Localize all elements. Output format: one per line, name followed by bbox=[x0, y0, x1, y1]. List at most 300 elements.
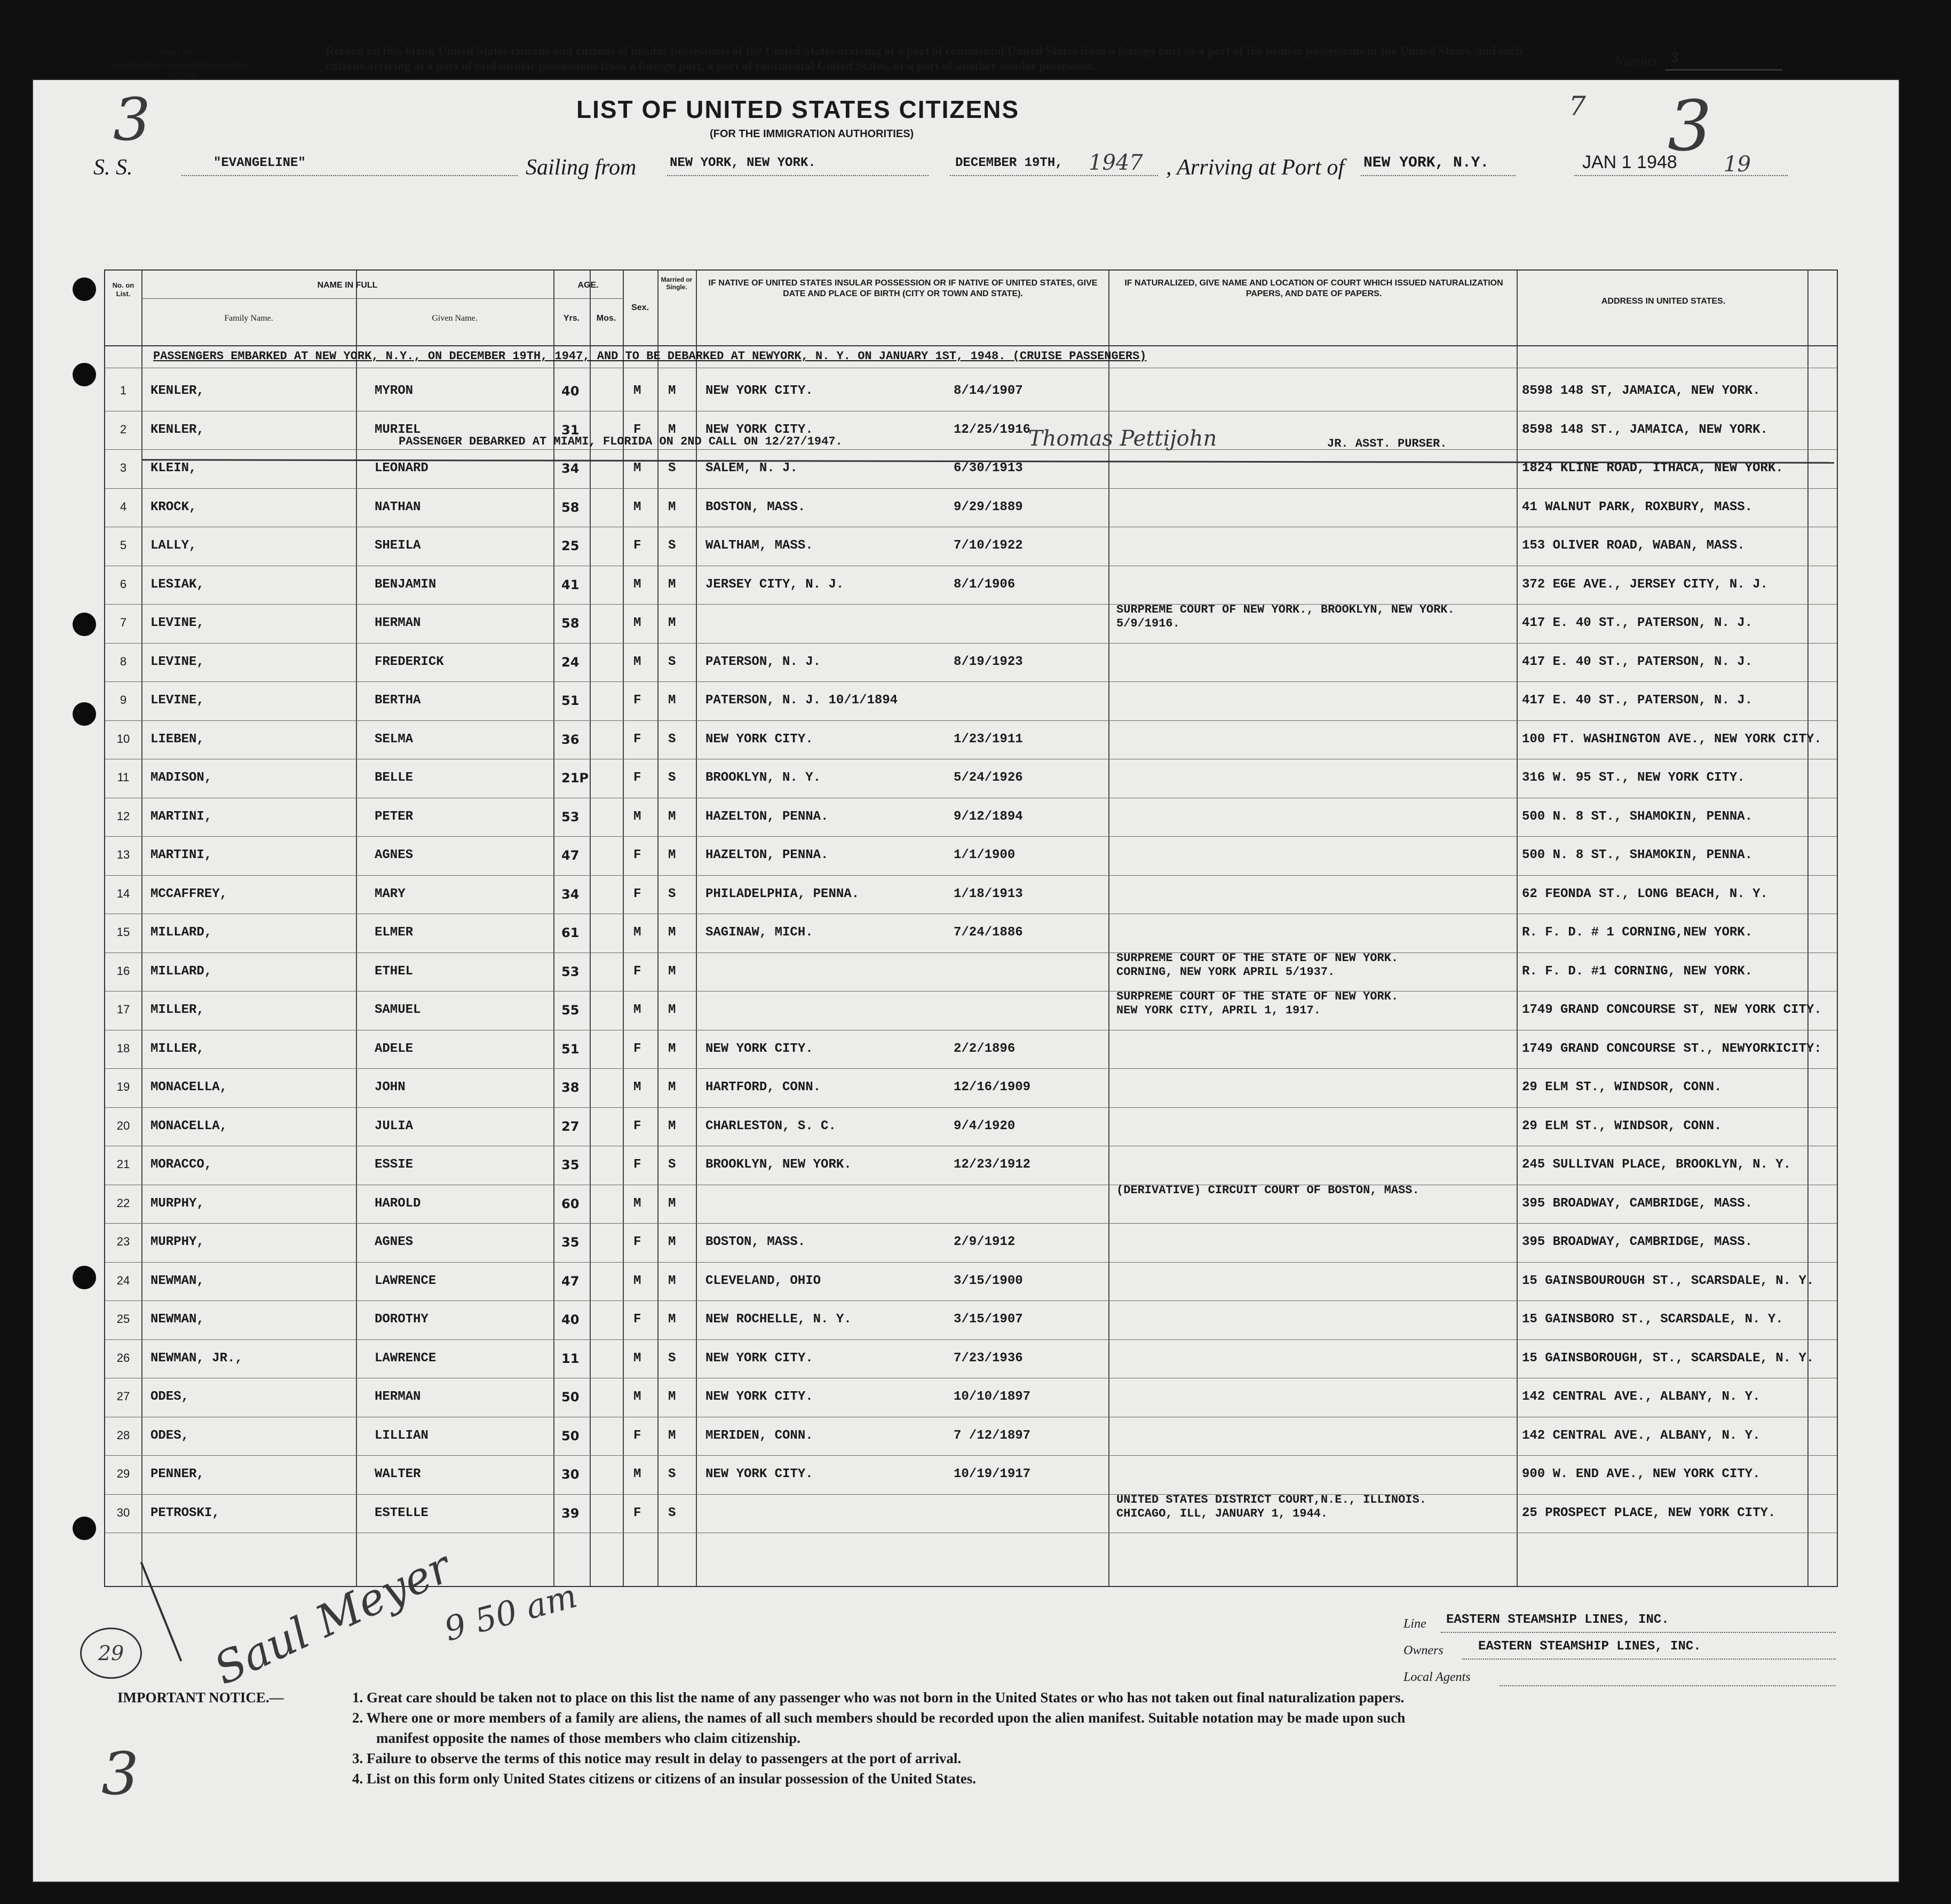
number-rule bbox=[1665, 69, 1782, 70]
inspection-time: 9 50 am bbox=[440, 1576, 581, 1649]
punch-hole bbox=[73, 363, 96, 386]
age-years: 34 bbox=[561, 461, 580, 476]
row-number: 12 bbox=[116, 809, 130, 823]
given-name: MYRON bbox=[375, 384, 414, 398]
given-name: JOHN bbox=[375, 1080, 406, 1094]
address: 15 GAINSBOUROUGH ST., SCARSDALE, N. Y. bbox=[1522, 1273, 1814, 1288]
punch-hole bbox=[73, 1517, 96, 1540]
address: 500 N. 8 ST., SHAMOKIN, PENNA. bbox=[1522, 809, 1753, 824]
given-name: MARY bbox=[375, 886, 406, 901]
birth-date: 9/12/1894 bbox=[954, 809, 1023, 824]
address: 62 FEONDA ST., LONG BEACH, N. Y. bbox=[1522, 886, 1768, 901]
address: 142 CENTRAL AVE., ALBANY, N. Y. bbox=[1522, 1390, 1760, 1404]
punch-hole bbox=[73, 277, 96, 301]
age-years: 47 bbox=[561, 848, 580, 863]
notice-item: 4. List on this form only United States citizens or citizens of an insular possession of the United States. bbox=[352, 1771, 977, 1787]
address: 15 GAINSBORO ST., SCARSDALE, N. Y. bbox=[1522, 1312, 1783, 1327]
address: 8598 148 ST, JAMAICA, NEW YORK. bbox=[1522, 384, 1760, 398]
agency-name: IMMIGRATION AND NATURALIZATION SERVICE bbox=[114, 62, 249, 78]
line-rule bbox=[1441, 1632, 1836, 1633]
age-years: 39 bbox=[561, 1505, 580, 1521]
page-subtitle: (FOR THE IMMIGRATION AUTHORITIES) bbox=[710, 128, 914, 140]
address: 29 ELM ST., WINDSOR, CONN. bbox=[1522, 1080, 1722, 1094]
marital-status: M bbox=[668, 577, 676, 592]
address: 142 CENTRAL AVE., ALBANY, N. Y. bbox=[1522, 1428, 1760, 1443]
row-rule bbox=[105, 836, 1837, 837]
age-years: 55 bbox=[561, 1003, 580, 1018]
birth-place: PATERSON, N. J. bbox=[705, 654, 821, 669]
sex: M bbox=[633, 1390, 641, 1404]
birth-place: JERSEY CITY, N. J. bbox=[705, 577, 844, 592]
address: 1824 KLINE ROAD, ITHACA, NEW YORK. bbox=[1522, 461, 1783, 475]
naturalization-date: NEW YORK CITY, APRIL 1, 1917. bbox=[1116, 1004, 1321, 1017]
birth-place: PATERSON, N. J. 10/1/1894 bbox=[705, 693, 898, 708]
sex: M bbox=[633, 925, 641, 940]
birth-place: NEW ROCHELLE, N. Y. bbox=[705, 1312, 852, 1327]
owners-rule bbox=[1462, 1659, 1836, 1660]
age-years: 40 bbox=[561, 384, 580, 399]
marital-status: S bbox=[668, 461, 676, 475]
family-name: ODES, bbox=[150, 1390, 189, 1404]
marital-status: M bbox=[668, 848, 676, 862]
family-name: LALLY, bbox=[150, 538, 197, 553]
row-rule bbox=[105, 1107, 1837, 1108]
family-name: ODES, bbox=[150, 1428, 189, 1443]
row-number: 30 bbox=[116, 1505, 130, 1519]
notice-item: 1. Great care should be taken not to place on this list the name of any passenger who was not born in the United States or who has not taken out final naturalization papers. bbox=[352, 1689, 1405, 1705]
column-sex: Sex. bbox=[631, 303, 649, 312]
sex: F bbox=[633, 1505, 641, 1520]
column-age: AGE. bbox=[577, 281, 599, 290]
birth-place: SALEM, N. J. bbox=[705, 461, 798, 475]
age-years: 50 bbox=[561, 1428, 580, 1443]
family-name: PETROSKI, bbox=[150, 1505, 220, 1520]
marital-status: M bbox=[668, 422, 676, 437]
birth-date: 8/14/1907 bbox=[954, 384, 1023, 398]
row-number: 13 bbox=[116, 848, 130, 861]
line-label: Line bbox=[1403, 1617, 1426, 1631]
family-name: PENNER, bbox=[150, 1467, 204, 1481]
given-name: LAWRENCE bbox=[375, 1273, 437, 1288]
marital-status: M bbox=[668, 1390, 676, 1404]
birth-date: 1/18/1913 bbox=[954, 886, 1023, 901]
given-name: LAWRENCE bbox=[375, 1351, 437, 1366]
age-years: 31 bbox=[561, 422, 580, 438]
family-name: KLEIN, bbox=[150, 461, 197, 475]
given-name: DOROTHY bbox=[375, 1312, 429, 1327]
address: 316 W. 95 ST., NEW YORK CITY. bbox=[1522, 771, 1745, 785]
sex: F bbox=[633, 886, 641, 901]
family-name: KROCK, bbox=[150, 499, 197, 514]
column-married-single: Married or Single. bbox=[661, 276, 693, 291]
naturalization-court: (DERIVATIVE) CIRCUIT COURT OF BOSTON, MASS. bbox=[1116, 1183, 1419, 1197]
sex: M bbox=[633, 1273, 641, 1288]
age-years: 53 bbox=[561, 964, 580, 979]
purser-signature: Thomas Pettijohn bbox=[1028, 426, 1217, 451]
marital-status: M bbox=[668, 1273, 676, 1288]
number-value: 3 bbox=[1670, 51, 1679, 67]
row-number: 14 bbox=[116, 886, 130, 900]
birth-place: CLEVELAND, OHIO bbox=[705, 1273, 821, 1288]
given-name: BERTHA bbox=[375, 693, 421, 708]
row-number: 5 bbox=[120, 538, 127, 552]
row-rule bbox=[105, 449, 1837, 450]
sex: M bbox=[633, 1467, 641, 1481]
date-rule bbox=[950, 175, 1158, 176]
row-number: 27 bbox=[116, 1390, 130, 1403]
marital-status: M bbox=[668, 925, 676, 940]
sex: F bbox=[633, 964, 641, 979]
age-years: 60 bbox=[561, 1196, 580, 1211]
column-age-years: Yrs. bbox=[563, 314, 580, 323]
naturalization-court: SURPREME COURT OF NEW YORK., BROOKLYN, NEW YORK. bbox=[1116, 603, 1455, 616]
purser-title: JR. ASST. PURSER. bbox=[1327, 437, 1447, 450]
family-name: LEVINE, bbox=[150, 693, 204, 708]
local-agents-rule bbox=[1500, 1685, 1836, 1686]
address: 417 E. 40 ST., PATERSON, N. J. bbox=[1522, 654, 1753, 669]
sex: M bbox=[633, 1080, 641, 1094]
birth-date: 8/1/1906 bbox=[954, 577, 1016, 592]
birth-place: WALTHAM, MASS. bbox=[705, 538, 813, 553]
age-years: 27 bbox=[561, 1118, 580, 1134]
row-number: 9 bbox=[120, 693, 127, 707]
marital-status: S bbox=[668, 1467, 676, 1481]
birth-place: SAGINAW, MICH. bbox=[705, 925, 813, 940]
sex: F bbox=[633, 848, 641, 862]
handwritten-sheet-number: 3 bbox=[113, 85, 150, 154]
row-number: 25 bbox=[116, 1312, 130, 1326]
address: 153 OLIVER ROAD, WABAN, MASS. bbox=[1522, 538, 1745, 553]
row-number: 28 bbox=[116, 1428, 130, 1442]
naturalization-court: SURPREME COURT OF THE STATE OF NEW YORK. bbox=[1116, 990, 1399, 1003]
sex: M bbox=[633, 384, 641, 398]
form-number: Form I 430 bbox=[159, 49, 193, 57]
family-name: MCCAFFREY, bbox=[150, 886, 228, 901]
age-years: 36 bbox=[561, 732, 580, 747]
marital-status: S bbox=[668, 1157, 676, 1172]
marital-status: S bbox=[668, 771, 676, 785]
family-name: MORACCO, bbox=[150, 1157, 212, 1172]
age-years: 41 bbox=[561, 577, 580, 592]
address: 900 W. END AVE., NEW YORK CITY. bbox=[1522, 1467, 1760, 1481]
column-naturalized: IF NATURALIZED, GIVE NAME AND LOCATION OF COURT WHICH ISSUED NATURALIZATION PAPERS, AND DATE OF PAPERS. bbox=[1124, 279, 1503, 298]
ship-rule bbox=[181, 175, 518, 176]
birth-place: BROOKLYN, N. Y. bbox=[705, 771, 821, 785]
line-value: EASTERN STEAMSHIP LINES, INC. bbox=[1446, 1613, 1669, 1627]
family-name: LIEBEN, bbox=[150, 732, 204, 747]
marital-status: M bbox=[668, 809, 676, 824]
sailing-from: NEW YORK, NEW YORK. bbox=[670, 156, 816, 170]
family-name: MARTINI, bbox=[150, 809, 212, 824]
address: 25 PROSPECT PLACE, NEW YORK CITY. bbox=[1522, 1505, 1776, 1520]
column-name-in-full: NAME IN FULL bbox=[317, 281, 378, 290]
marital-status: M bbox=[668, 964, 676, 979]
birth-place: NEW YORK CITY. bbox=[705, 1467, 813, 1481]
page-title: LIST OF UNITED STATES CITIZENS bbox=[576, 96, 1020, 123]
sex: M bbox=[633, 499, 641, 514]
sex: F bbox=[633, 732, 641, 747]
column-no: No. on List. bbox=[112, 281, 134, 298]
row-number: 19 bbox=[116, 1080, 130, 1093]
birth-date: 1/1/1900 bbox=[954, 848, 1016, 862]
birth-date: 7 /12/1897 bbox=[954, 1428, 1031, 1443]
handwritten-mark: 7 bbox=[1569, 91, 1586, 122]
address: 395 BROADWAY, CAMBRIDGE, MASS. bbox=[1522, 1235, 1753, 1249]
marital-status: M bbox=[668, 384, 676, 398]
ship-label: S. S. bbox=[93, 155, 133, 180]
family-name: NEWMAN, JR., bbox=[150, 1351, 243, 1366]
column-age-months: Mos. bbox=[596, 314, 616, 323]
birth-date: 2/2/1896 bbox=[954, 1041, 1016, 1056]
given-name: AGNES bbox=[375, 848, 414, 862]
marital-status: M bbox=[668, 1003, 676, 1017]
circled-count: 29 bbox=[80, 1628, 142, 1679]
given-name: BENJAMIN bbox=[375, 577, 437, 592]
sex: M bbox=[633, 616, 641, 630]
marital-status: M bbox=[668, 1118, 676, 1133]
handwritten-sheet-number: 3 bbox=[1668, 85, 1712, 166]
row-rule bbox=[105, 643, 1837, 644]
sex: F bbox=[633, 771, 641, 785]
given-name: HERMAN bbox=[375, 616, 421, 630]
age-years: 30 bbox=[561, 1467, 580, 1482]
row-number: 8 bbox=[120, 654, 127, 668]
age-years: 51 bbox=[561, 1041, 580, 1057]
sex: F bbox=[633, 1428, 641, 1443]
family-name: MONACELLA, bbox=[150, 1080, 228, 1094]
age-years: 34 bbox=[561, 886, 580, 902]
sailing-rule bbox=[667, 175, 929, 176]
row-number: 16 bbox=[116, 964, 130, 978]
column-birth: IF NATIVE OF UNITED STATES INSULAR POSSESSION OR IF NATIVE OF UNITED STATES, GIVE DATE AND PLACE OF BIRTH (CITY OR TOWN AND STATE). bbox=[708, 279, 1098, 298]
birth-place: PHILADELPHIA, PENNA. bbox=[705, 886, 860, 901]
row-rule bbox=[105, 1223, 1837, 1224]
row-number: 1 bbox=[120, 384, 127, 397]
sailing-year: 1947 bbox=[1089, 150, 1143, 175]
birth-place: BOSTON, MASS. bbox=[705, 499, 806, 514]
birth-date: 7/23/1936 bbox=[954, 1351, 1023, 1366]
given-name: ADELE bbox=[375, 1041, 414, 1056]
marital-status: M bbox=[668, 616, 676, 630]
family-name: LEVINE, bbox=[150, 654, 204, 669]
notice-item: 3. Failure to observe the terms of this notice may result in delay to passengers at the port of arrival. bbox=[352, 1750, 962, 1766]
marital-status: S bbox=[668, 886, 676, 901]
sex: M bbox=[633, 809, 641, 824]
given-name: SELMA bbox=[375, 732, 414, 747]
row-number: 15 bbox=[116, 925, 130, 939]
sex: M bbox=[633, 461, 641, 475]
sex: F bbox=[633, 538, 641, 553]
debark-note: PASSENGER DEBARKED AT MIAMI, FLORIDA ON 2ND CALL ON 12/27/1947. bbox=[399, 435, 843, 448]
address: 500 N. 8 ST., SHAMOKIN, PENNA. bbox=[1522, 848, 1753, 862]
sex: F bbox=[633, 1118, 641, 1133]
local-agents-label: Local Agents bbox=[1403, 1670, 1471, 1684]
notice-item: manifest opposite the names of those members who claim citizenship. bbox=[376, 1730, 800, 1746]
embarkation-banner: PASSENGERS EMBARKED AT NEW YORK, N.Y., ON DECEMBER 19TH, 1947, AND TO BE DEBARKED AT NEWYORK, N. Y. ON JANUARY 1ST, 1948. (CRUISE PASSENGERS) bbox=[153, 350, 1147, 363]
address: R. F. D. # 1 CORNING,NEW YORK. bbox=[1522, 925, 1753, 940]
age-years: 53 bbox=[561, 809, 580, 824]
notice-item: 2. Where one or more members of a family are aliens, the names of all such members should be recorded upon the alien manifest. Suitable notation may be made upon such bbox=[352, 1710, 1406, 1726]
sex: M bbox=[633, 1003, 641, 1017]
family-name: MURPHY, bbox=[150, 1235, 204, 1249]
birth-place: CHARLESTON, S. C. bbox=[705, 1118, 836, 1133]
row-number: 2 bbox=[120, 422, 127, 436]
notice-heading: IMPORTANT NOTICE.— bbox=[117, 1689, 284, 1705]
family-name: MILLER, bbox=[150, 1003, 204, 1017]
row-number: 29 bbox=[116, 1467, 130, 1480]
birth-date: 10/10/1897 bbox=[954, 1390, 1031, 1404]
row-rule bbox=[105, 875, 1837, 876]
birth-date: 3/15/1907 bbox=[954, 1312, 1023, 1327]
age-years: 51 bbox=[561, 693, 580, 708]
given-name: ELMER bbox=[375, 925, 414, 940]
naturalization-date: 5/9/1916. bbox=[1116, 617, 1180, 630]
birth-date: 12/25/1916 bbox=[954, 422, 1031, 437]
age-years: 11 bbox=[561, 1351, 580, 1366]
age-years: 38 bbox=[561, 1080, 580, 1095]
naturalization-court: SURPREME COURT OF THE STATE OF NEW YORK. bbox=[1116, 951, 1399, 965]
owners-label: Owners bbox=[1403, 1644, 1444, 1657]
address: 29 ELM ST., WINDSOR, CONN. bbox=[1522, 1118, 1722, 1133]
row-number: 11 bbox=[117, 771, 130, 784]
birth-date: 12/16/1909 bbox=[954, 1080, 1031, 1094]
row-number: 22 bbox=[116, 1196, 130, 1210]
arrival-date-stamp: JAN 1 1948 bbox=[1582, 152, 1677, 172]
address: R. F. D. #1 CORNING, NEW YORK. bbox=[1522, 964, 1753, 979]
naturalization-date: CHICAGO, ILL, JANUARY 1, 1944. bbox=[1116, 1506, 1328, 1520]
birth-place: NEW YORK CITY. bbox=[705, 384, 813, 398]
row-rule bbox=[105, 1068, 1837, 1069]
given-name: HERMAN bbox=[375, 1390, 421, 1404]
marital-status: M bbox=[668, 1041, 676, 1056]
birth-date: 2/9/1912 bbox=[954, 1235, 1016, 1249]
family-name: MILLER, bbox=[150, 1041, 204, 1056]
age-years: 25 bbox=[561, 538, 580, 553]
punch-hole bbox=[73, 613, 96, 636]
age-years: 40 bbox=[561, 1312, 580, 1327]
birth-place: HARTFORD, CONN. bbox=[705, 1080, 821, 1094]
column-given-name: Given Name. bbox=[432, 314, 478, 323]
given-name: ESTELLE bbox=[375, 1505, 429, 1520]
sailing-label: Sailing from bbox=[526, 155, 637, 180]
row-rule bbox=[105, 681, 1837, 682]
punch-hole bbox=[73, 702, 96, 726]
given-name: LILLIAN bbox=[375, 1428, 429, 1443]
row-number: 3 bbox=[120, 461, 127, 474]
sex: M bbox=[633, 577, 641, 592]
row-rule bbox=[105, 1494, 1837, 1495]
given-name: ESSIE bbox=[375, 1157, 414, 1172]
number-label: Number bbox=[1614, 53, 1659, 69]
birth-place: NEW YORK CITY. bbox=[705, 1041, 813, 1056]
birth-date: 5/24/1926 bbox=[954, 771, 1023, 785]
birth-date: 10/19/1917 bbox=[954, 1467, 1031, 1481]
birth-place: NEW YORK CITY. bbox=[705, 1390, 813, 1404]
sex: M bbox=[633, 1351, 641, 1366]
row-rule bbox=[105, 604, 1837, 605]
marital-status: M bbox=[668, 1428, 676, 1443]
naturalization-court: UNITED STATES DISTRICT COURT,N.E., ILLINOIS. bbox=[1116, 1493, 1426, 1506]
age-years: 47 bbox=[561, 1273, 580, 1289]
marital-status: M bbox=[668, 1196, 676, 1211]
address: 15 GAINSBOROUGH, ST., SCARSDALE, N. Y. bbox=[1522, 1351, 1814, 1366]
age-years: 35 bbox=[561, 1157, 580, 1172]
family-name: MADISON, bbox=[150, 771, 212, 785]
given-name: PETER bbox=[375, 809, 414, 824]
passenger-table bbox=[104, 269, 1838, 1587]
row-rule bbox=[105, 1455, 1837, 1456]
address: 372 EGE AVE., JERSEY CITY, N. J. bbox=[1522, 577, 1768, 592]
row-number: 17 bbox=[116, 1003, 130, 1016]
birth-date: 7/10/1922 bbox=[954, 538, 1023, 553]
marital-status: M bbox=[668, 693, 676, 708]
age-years: 61 bbox=[561, 925, 580, 940]
birth-date: 12/23/1912 bbox=[954, 1157, 1031, 1172]
row-rule bbox=[105, 1262, 1837, 1263]
given-name: SAMUEL bbox=[375, 1003, 421, 1017]
address: 417 E. 40 ST., PATERSON, N. J. bbox=[1522, 693, 1753, 708]
family-name: NEWMAN, bbox=[150, 1312, 204, 1327]
family-name: MILLARD, bbox=[150, 925, 212, 940]
family-name: MARTINI, bbox=[150, 848, 212, 862]
row-number: 23 bbox=[116, 1235, 130, 1248]
address: 100 FT. WASHINGTON AVE., NEW YORK CITY. bbox=[1522, 732, 1822, 747]
year-rule bbox=[1574, 175, 1788, 176]
given-name: WALTER bbox=[375, 1467, 421, 1481]
address: 1749 GRAND CONCOURSE ST, NEW YORK CITY. bbox=[1522, 1003, 1822, 1017]
birth-date: 6/30/1913 bbox=[954, 461, 1023, 475]
family-name: NEWMAN, bbox=[150, 1273, 204, 1288]
age-years: 58 bbox=[561, 616, 580, 631]
birth-date: 3/15/1900 bbox=[954, 1273, 1023, 1288]
year-suffix: 19 bbox=[1724, 152, 1751, 177]
row-number: 24 bbox=[116, 1273, 130, 1287]
handwritten-mark: 3 bbox=[101, 1740, 139, 1808]
birth-date: 9/29/1889 bbox=[954, 499, 1023, 514]
address: 1749 GRAND CONCOURSE ST., NEWYORKICITY: bbox=[1522, 1041, 1822, 1056]
family-name: MURPHY, bbox=[150, 1196, 204, 1211]
given-name: NATHAN bbox=[375, 499, 421, 514]
birth-place: NEW YORK CITY. bbox=[705, 422, 813, 437]
given-name: LEONARD bbox=[375, 461, 429, 475]
row-rule bbox=[105, 720, 1837, 721]
age-years: 58 bbox=[561, 499, 580, 515]
sex: F bbox=[633, 422, 641, 437]
marital-status: S bbox=[668, 1505, 676, 1520]
row-number: 21 bbox=[116, 1157, 130, 1171]
row-number: 10 bbox=[116, 732, 130, 745]
sailing-date: DECEMBER 19TH, bbox=[955, 156, 1063, 170]
port-rule bbox=[1361, 175, 1516, 176]
row-rule bbox=[105, 1300, 1837, 1301]
row-number: 4 bbox=[120, 499, 127, 513]
birth-place: HAZELTON, PENNA. bbox=[705, 809, 829, 824]
marital-status: S bbox=[668, 732, 676, 747]
birth-date: 1/23/1911 bbox=[954, 732, 1023, 747]
age-years: 50 bbox=[561, 1390, 580, 1405]
given-name: AGNES bbox=[375, 1235, 414, 1249]
given-name: FREDERICK bbox=[375, 654, 444, 669]
given-name: JULIA bbox=[375, 1118, 414, 1133]
marital-status: M bbox=[668, 1080, 676, 1094]
given-name: HAROLD bbox=[375, 1196, 421, 1211]
marital-status: M bbox=[668, 1235, 676, 1249]
age-years: 24 bbox=[561, 654, 580, 670]
marital-status: M bbox=[668, 499, 676, 514]
given-name: SHEILA bbox=[375, 538, 421, 553]
intro-text: Record on this blank United States citizens and citizens of insular possessions of the United States arriving at a port of continental United States from a foreign port or a port of the insular possessions of the United States, and such citizens arriving at a port of said insular possessions from a foreign port, a port of continental United States, or a port of another insular possession. bbox=[326, 44, 1523, 73]
family-name: KENLER, bbox=[150, 422, 204, 437]
